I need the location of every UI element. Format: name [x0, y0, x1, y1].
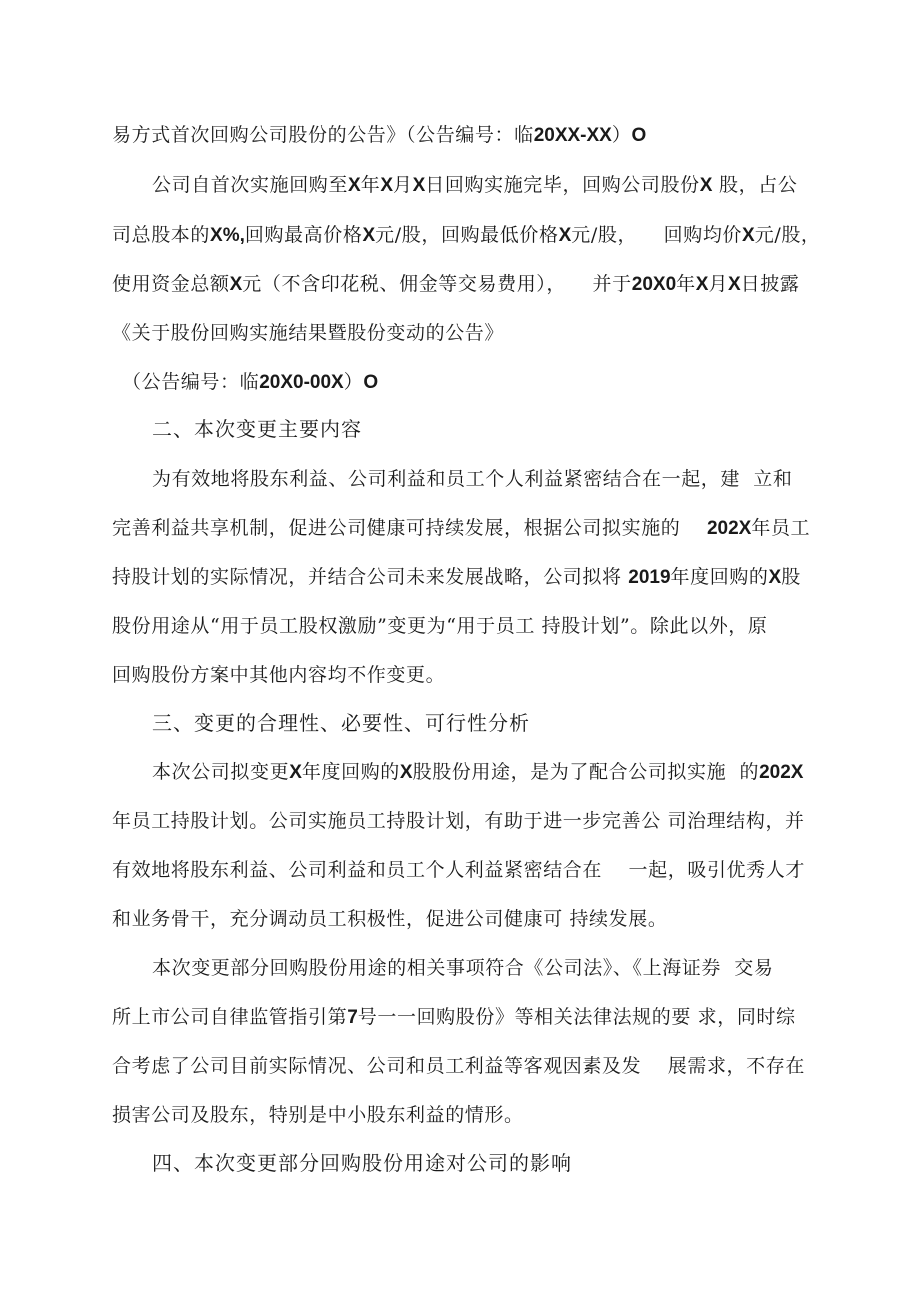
emphasized-text: 7	[347, 1007, 358, 1028]
text-segment: 司总股本的	[112, 224, 211, 246]
text-segment: ）	[611, 124, 632, 146]
paragraph-first-line	[152, 172, 797, 199]
text-line	[112, 1053, 805, 1079]
text-segment: 易方式首次回购公司股份的公告》（公告编号：临	[112, 124, 534, 146]
text-segment: 元/股，回购最低价格	[375, 224, 559, 246]
text-segment: 元/股，	[754, 224, 821, 246]
section-heading-3	[152, 710, 530, 736]
text-line	[112, 808, 805, 834]
text-segment: 日回购实施完毕，回购公司股份	[425, 174, 700, 196]
text-line	[112, 320, 504, 346]
text-line	[112, 271, 800, 298]
text-segment: 月	[393, 174, 413, 196]
emphasized-text: X	[728, 274, 741, 295]
emphasized-text: X	[412, 175, 426, 196]
paragraph-first-line	[152, 466, 792, 492]
text-segment: 股份用途从“用于员工股权激励”变更为“用于员工 持股计划”。除此以外，原	[112, 615, 768, 637]
text-segment: 年员工	[751, 517, 811, 539]
text-segment: 有效地将股东利益、公司利益和员工个人利益紧密结合在 一起，吸引优秀人才	[112, 859, 805, 881]
paragraph-first-line	[152, 955, 773, 981]
text-segment: 股	[781, 566, 801, 588]
text-segment: 回购股份方案中其他内容均不作变更。	[112, 664, 446, 686]
text-segment: 二、本次变更主要内容	[152, 417, 362, 441]
text-segment: 元/股， 回购均价	[571, 224, 743, 246]
text-segment: 号一一回购股份》等相关法律法规的要 求，同时综	[357, 1006, 796, 1028]
text-segment: 合考虑了公司目前实际情况、公司和员工利益等客观因素及发 展需求，不存在	[112, 1055, 805, 1077]
text-segment: 股股份用途，是为了配合公司拟实施 的	[412, 761, 760, 783]
text-line	[112, 222, 821, 249]
emphasized-text: X	[742, 225, 755, 246]
emphasized-text: X	[289, 762, 302, 783]
text-segment: 为有效地将股东利益、公司利益和员工个人利益紧密结合在一起，建 立和	[152, 468, 793, 490]
text-segment: （公告编号：临	[122, 371, 260, 393]
text-segment: 《关于股份回购实施结果暨股份变动的公告》	[112, 322, 505, 344]
text-segment: 日披露	[740, 273, 800, 295]
text-segment: 年员工持股计划。公司实施员工持股计划，有助于进一步完善公 司治理结构，并	[112, 810, 805, 832]
emphasized-text: X	[348, 175, 361, 196]
text-segment: 本次公司拟变更	[152, 761, 290, 783]
text-line	[112, 564, 801, 591]
text-segment: ）	[343, 371, 364, 393]
emphasized-text: X%,	[210, 225, 245, 246]
emphasized-text: X	[695, 274, 709, 295]
emphasized-text: 202X	[706, 518, 752, 539]
text-segment: 年	[360, 174, 381, 196]
emphasized-text: 20XX-XX	[533, 125, 612, 146]
paragraph-first-line	[152, 759, 803, 786]
emphasized-text: X	[699, 175, 713, 196]
text-line	[112, 613, 768, 639]
emphasized-text: 202X	[759, 762, 804, 783]
text-segment: 年度回购的	[670, 566, 769, 588]
text-line	[112, 122, 646, 149]
emphasized-text: 20X0-00X	[259, 372, 344, 393]
text-segment: 完善利益共享机制，促进公司健康可持续发展，根据公司拟实施的	[112, 517, 707, 539]
text-line	[112, 1102, 524, 1128]
text-line	[112, 906, 667, 932]
text-segment: 公司自首次实施回购至	[152, 174, 349, 196]
text-line	[112, 1004, 796, 1031]
text-line	[112, 515, 810, 542]
text-line	[122, 369, 378, 396]
text-segment: 所上市公司自律监管指引第	[112, 1006, 348, 1028]
text-segment: 本次变更部分回购股份用途的相关事项符合《公司法》、《上海证券 交易	[152, 957, 774, 979]
text-segment: 持股计划的实际情况，并结合公司未来发展战略，公司拟将	[112, 566, 629, 588]
emphasized-text: O	[363, 372, 379, 393]
emphasized-text: X	[558, 225, 572, 246]
emphasized-text: 2019	[628, 567, 671, 588]
text-line	[112, 857, 805, 883]
text-segment: 股，占公	[712, 174, 798, 196]
section-heading-4	[152, 1150, 572, 1176]
emphasized-text: X	[229, 274, 243, 295]
section-heading-2	[152, 416, 362, 442]
text-segment: 四、本次变更部分回购股份用途对公司的影响	[152, 1151, 572, 1175]
text-segment: 和业务骨干，充分调动员工积极性，促进公司健康可 持续发展。	[112, 908, 668, 930]
text-segment: 三、变更的合理性、必要性、可行性分析	[152, 711, 530, 735]
text-segment: 月	[708, 273, 729, 295]
emphasized-text: 20X0	[631, 274, 677, 295]
emphasized-text: X	[362, 225, 376, 246]
text-segment: 年	[676, 273, 696, 295]
text-segment: 回购最高价格	[244, 224, 363, 246]
emphasized-text: O	[631, 125, 647, 146]
text-segment: 年度回购的	[301, 761, 400, 783]
text-segment: 元（不含印花税、佣金等交易费用）， 并于	[242, 273, 632, 295]
text-segment: 损害公司及股东，特别是中小股东利益的情形。	[112, 1104, 524, 1126]
emphasized-text: X	[380, 175, 393, 196]
text-line	[112, 662, 445, 688]
text-segment: 使用资金总额	[112, 273, 230, 295]
emphasized-text: X	[399, 762, 413, 783]
emphasized-text: X	[768, 567, 782, 588]
